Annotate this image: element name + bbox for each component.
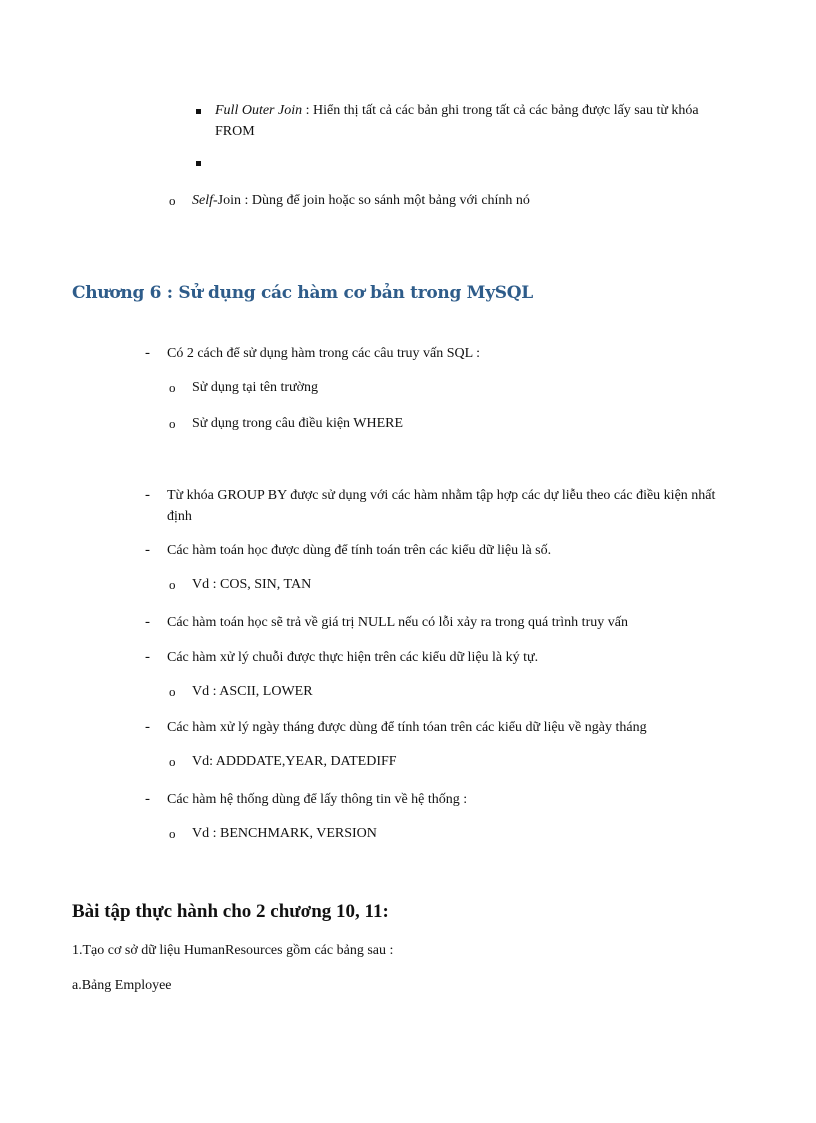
full-outer-join-term: Full Outer Join bbox=[215, 103, 303, 118]
list-item: Có 2 cách để sử dụng hàm trong các câu truy vấn SQL : bbox=[167, 346, 481, 361]
sub-list-item: Vd: ADDDATE,YEAR, DATEDIFF bbox=[192, 754, 397, 769]
self-join-term: Self bbox=[192, 193, 213, 208]
circle-bullet-icon: o bbox=[169, 754, 176, 769]
self-join-line bbox=[192, 191, 530, 211]
sub-list-item: Vd : COS, SIN, TAN bbox=[192, 577, 312, 592]
list-item: Các hàm toán học sẽ trả về giá trị NULL nếu có lỗi xảy ra trong quá trình truy vấn bbox=[167, 615, 628, 630]
circle-bullet-icon: o bbox=[169, 577, 176, 592]
dash-bullet-icon: - bbox=[145, 791, 150, 807]
list-item: Các hàm toán học được dùng để tính toán trên các kiểu dữ liệu là số. bbox=[167, 543, 552, 558]
exercise-paragraph: a.Bảng Employee bbox=[72, 978, 172, 993]
dash-bullet-icon: - bbox=[145, 542, 150, 558]
dash-bullet-icon: - bbox=[145, 649, 150, 665]
list-item: Các hàm xử lý chuỗi được thực hiện trên các kiểu dữ liệu là ký tự. bbox=[167, 650, 539, 665]
circle-bullet-icon: o bbox=[169, 684, 176, 699]
sub-list-item: Sử dụng trong câu điều kiện WHERE bbox=[192, 416, 404, 431]
dash-bullet-icon: - bbox=[145, 487, 150, 503]
self-join-desc: -Join : Dùng để join hoặc so sánh một bảng với chính nó bbox=[213, 193, 530, 208]
sub-list-item: Vd : ASCII, LOWER bbox=[192, 684, 313, 699]
chapter-heading: Chương 6 : Sử dụng các hàm cơ bản trong MySQL bbox=[72, 283, 533, 303]
sub-list-item: Vd : BENCHMARK, VERSION bbox=[192, 826, 377, 841]
circle-bullet-icon: o bbox=[169, 193, 176, 208]
dash-bullet-icon: - bbox=[145, 614, 150, 630]
full-outer-join-desc: : Hiển thị tất cả các bản ghi trong tất cả các bảng được lấy sau từ khóa bbox=[302, 103, 699, 118]
square-bullet-icon bbox=[196, 109, 201, 114]
dash-bullet-icon: - bbox=[145, 345, 150, 361]
exercise-paragraph: 1.Tạo cơ sở dữ liệu HumanResources gồm các bảng sau : bbox=[72, 943, 394, 958]
circle-bullet-icon: o bbox=[169, 826, 176, 841]
circle-bullet-icon: o bbox=[169, 416, 176, 431]
circle-bullet-icon: o bbox=[169, 380, 176, 395]
dash-bullet-icon: - bbox=[145, 719, 150, 735]
full-outer-join-line bbox=[215, 101, 699, 121]
list-item: Các hàm xử lý ngày tháng được dùng để tính tóan trên các kiểu dữ liệu về ngày tháng bbox=[167, 720, 647, 735]
list-item-continued: định bbox=[167, 509, 192, 524]
list-item: Từ khóa GROUP BY được sử dụng với các hàm nhằm tập hợp các dự liễu theo các điều kiện nhất bbox=[167, 488, 716, 503]
exercise-heading: Bài tập thực hành cho 2 chương 10, 11: bbox=[72, 901, 389, 922]
full-outer-join-line-2: FROM bbox=[215, 124, 255, 139]
sub-list-item: Sử dụng tại tên trường bbox=[192, 380, 319, 395]
list-item: Các hàm hệ thống dùng để lấy thông tin về hệ thống : bbox=[167, 792, 468, 807]
square-bullet-icon bbox=[196, 161, 201, 166]
